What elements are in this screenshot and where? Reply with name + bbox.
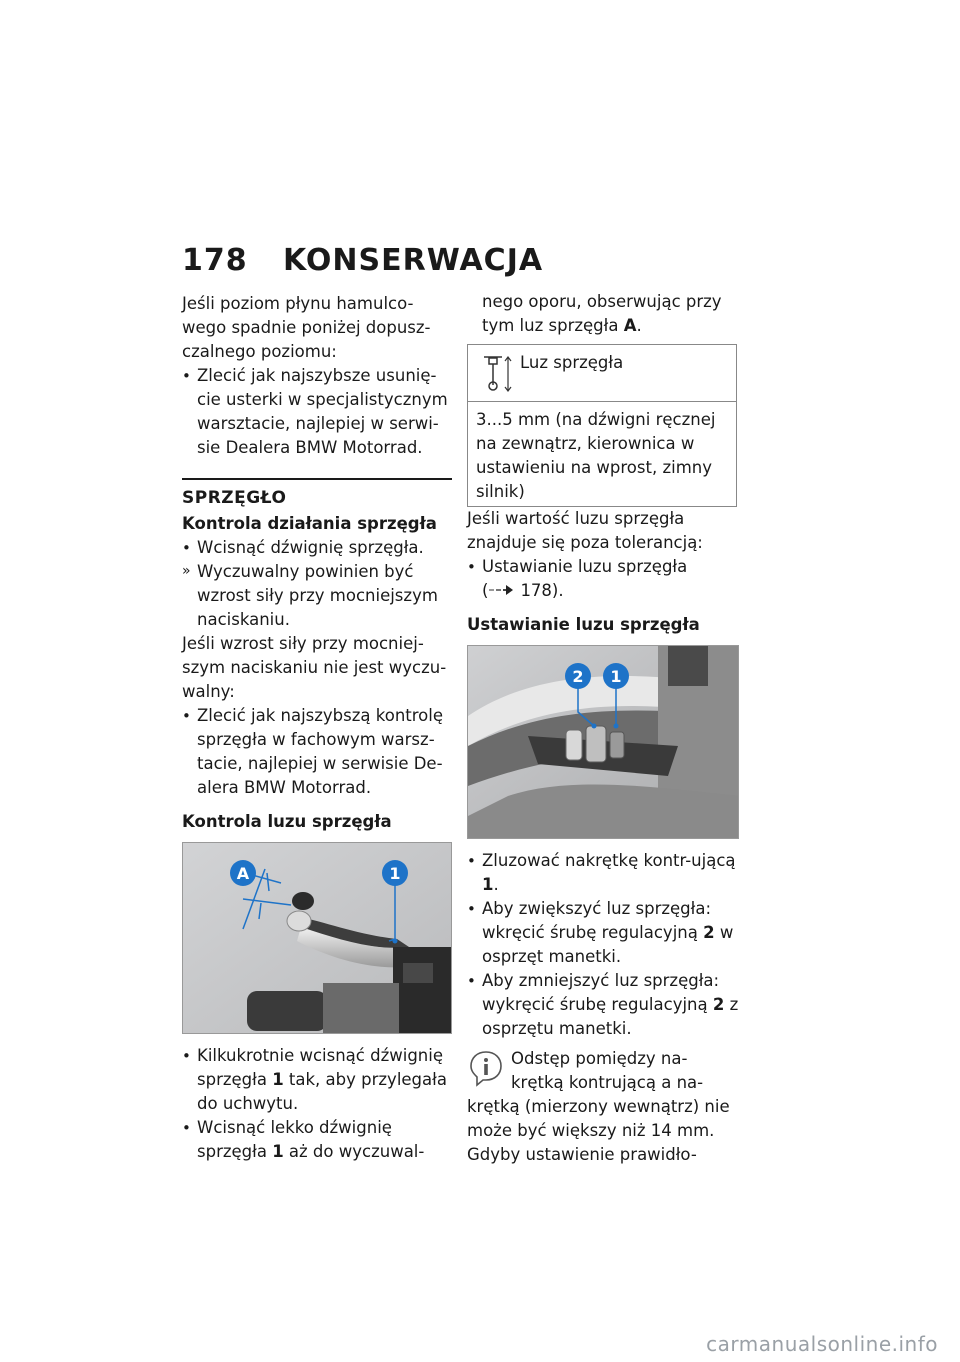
bullet-text: Aby zwiększyć luz sprzęgła: wkręcić śrubę regulacyjną	[482, 899, 712, 942]
bullet-item: • Zlecić jak najszybsze usunię-cie usterki w specjalistycznym warsztacie, najlepiej w serwi-sie Dealera BMW Motorrad.	[182, 364, 452, 460]
result-item: » Wyczuwalny powinien być wzrost siły przy mocniejszym naciskaniu.	[182, 560, 452, 632]
note-text-indented: Odstęp pomiędzy na-krętką kontrującą a na-	[511, 1049, 704, 1092]
callout-label-2: 2	[572, 667, 584, 686]
bullet-item	[467, 849, 739, 897]
watermark: carmanualsonline.info	[706, 1332, 938, 1356]
page-reference-number: 178).	[520, 581, 564, 600]
clutch-lever-figure	[182, 842, 452, 1034]
arrow-ref-icon	[488, 583, 514, 597]
bullet-text: z osprzętu manetki.	[482, 995, 739, 1038]
part-reference: A	[623, 316, 637, 335]
subheading-adjust: Ustawianie luzu sprzęgła	[467, 615, 700, 634]
paragraph-text: nego oporu, obserwując przy tym luz sprzęgła	[482, 292, 722, 335]
bullet-text: .	[493, 875, 499, 894]
bullet-item	[467, 969, 739, 1041]
left-column	[182, 292, 452, 1164]
spec-label: Luz sprzęgła	[520, 353, 624, 372]
info-note	[467, 1047, 739, 1167]
callout-label-1: 1	[610, 667, 622, 686]
bullet-text: Wcisnąć lekko dźwignię sprzęgła	[197, 1118, 392, 1161]
part-reference: 2	[703, 923, 715, 942]
callout-label-1: 1	[389, 864, 401, 883]
section-title: SPRZĘGŁO	[182, 488, 287, 508]
part-reference: 2	[712, 995, 725, 1014]
right-column	[467, 290, 739, 1167]
bullet-text: Kilkukrotnie wcisnąć dźwignię sprzęgła	[197, 1046, 443, 1089]
bullet-text: w osprzęt manetki.	[482, 923, 734, 966]
bullet-item: • Wcisnąć dźwignię sprzęgła.	[182, 536, 452, 560]
clutch-adjust-figure	[467, 645, 739, 839]
clutch-lever-illustration	[183, 843, 452, 1034]
bullet-text: aż do wyczuwal-	[283, 1142, 425, 1161]
paragraph-text: .	[636, 316, 642, 335]
clutch-adjust-illustration	[468, 646, 739, 839]
subheading-function-check: Kontrola działania sprzęgła	[182, 514, 437, 533]
bullet-item	[182, 1116, 452, 1164]
clutch-gauge-icon	[480, 355, 514, 393]
part-reference: 1	[272, 1070, 284, 1089]
spec-table	[467, 344, 737, 507]
note-text: krętką (mierzony wewnątrz) nie może być większy niż 14 mm. Gdyby ustawienie prawidło-	[467, 1097, 730, 1164]
info-icon	[467, 1049, 505, 1089]
section-divider	[182, 478, 452, 510]
bullet-item	[182, 1044, 452, 1116]
spec-value: 3...5 mm (na dźwigni ręcznej na zewnątrz, kierownica w ustawieniu na wprost, zimny silnik)	[476, 410, 716, 501]
intro-paragraph-3: Jeśli wartość luzu sprzęgła znajduje się poza tolerancją:	[467, 509, 703, 552]
spec-header	[468, 345, 736, 402]
chapter-title: KONSERWACJA	[283, 243, 544, 278]
page-reference: ( 178).	[482, 581, 564, 600]
bullet-text: tak, aby przylegała do uchwytu.	[197, 1070, 447, 1113]
intro-paragraph-1: Jeśli poziom płynu hamulco-wego spadnie poniżej dopusz-czalnego poziomu:	[182, 294, 431, 361]
bullet-text: Zluzować nakrętkę kontr-ującą	[482, 851, 736, 870]
continued-text	[467, 290, 739, 338]
intro-paragraph-2: Jeśli wzrost siły przy mocniej-szym naciskaniu nie jest wyczu-walny:	[182, 634, 447, 701]
bullet-item: • Zlecić jak najszybszą kontrolę sprzęgła w fachowym warsz-tacie, najlepiej w serwisie De-alera BMW Motorrad.	[182, 704, 452, 800]
callout-label-a: A	[236, 864, 250, 883]
page-number: 178	[182, 243, 248, 278]
subheading-play-check: Kontrola luzu sprzęgła	[182, 812, 392, 831]
bullet-item	[467, 897, 739, 969]
bullet-text: Aby zmniejszyć luz sprzęgła: wykręcić śrubę regulacyjną	[482, 971, 720, 1014]
part-reference: 1	[272, 1142, 284, 1161]
bullet-item: • Ustawianie luzu sprzęgła	[467, 555, 739, 579]
part-reference: 1	[482, 875, 494, 894]
